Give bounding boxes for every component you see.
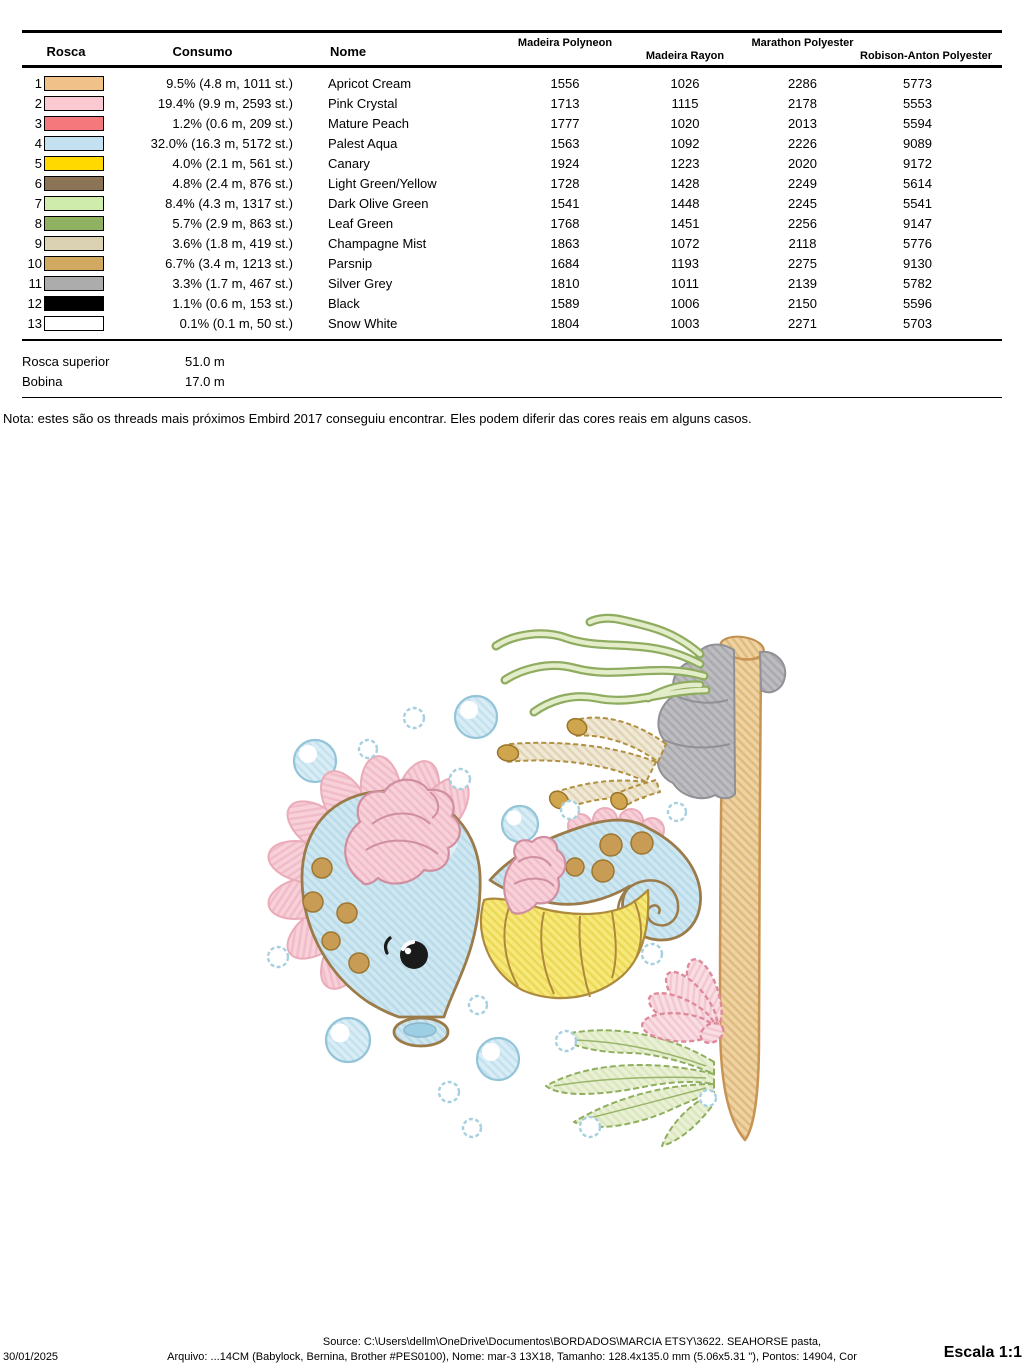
thread-consumption: 5.7% (2.9 m, 863 st.) xyxy=(172,215,293,231)
thread-code: 5594 xyxy=(903,115,932,131)
header-rosca: Rosca xyxy=(46,44,86,59)
thread-code: 1556 xyxy=(550,75,580,91)
thread-consumption: 32.0% (16.3 m, 5172 st.) xyxy=(150,135,293,151)
footer-scale: Escala 1:1 xyxy=(943,1344,1022,1361)
thread-code: 1115 xyxy=(671,95,699,111)
table-row xyxy=(22,133,1002,153)
thread-code: 1777 xyxy=(550,115,580,131)
thread-consumption: 0.1% (0.1 m, 50 st.) xyxy=(179,315,293,331)
table-row xyxy=(22,233,1002,253)
thread-code: 1448 xyxy=(670,195,700,211)
thread-consumption: 1.1% (0.6 m, 153 st.) xyxy=(172,295,293,311)
thread-totals xyxy=(22,351,225,391)
thread-code: 1863 xyxy=(550,235,580,251)
table-row xyxy=(22,113,1002,133)
header-brand-madeira-polyneon: Madeira Polyneon xyxy=(517,37,613,49)
thread-swatch xyxy=(44,116,104,131)
thread-code: 2118 xyxy=(788,235,817,251)
thread-swatch xyxy=(44,316,104,331)
thread-swatch xyxy=(44,216,104,231)
thread-code: 1026 xyxy=(670,75,700,91)
thread-number: 13 xyxy=(27,315,42,331)
thread-name: Mature Peach xyxy=(328,115,409,131)
thread-code: 1092 xyxy=(670,135,700,151)
thread-code: 2245 xyxy=(788,195,817,211)
footer-file-info: Arquivo: ...14CM (Babylock, Bernina, Brother #PES0100), Nome: mar-3 13X18, Tamanho: 128.4x135.0 mm (5.06x5.31 "), Pontos: 14904, Cor xyxy=(167,1351,857,1363)
header-brand-marathon-polyester: Marathon Polyester xyxy=(751,37,854,49)
thread-name: Parsnip xyxy=(328,255,373,271)
tube-coral xyxy=(496,716,666,813)
table-row xyxy=(22,313,1002,333)
thread-swatch xyxy=(44,256,104,271)
thread-name: Champagne Mist xyxy=(328,235,427,251)
total-upper-thread xyxy=(22,351,225,371)
thread-number: 11 xyxy=(28,275,42,291)
thread-code: 5782 xyxy=(903,275,932,291)
thread-code: 2150 xyxy=(788,295,817,311)
table-row xyxy=(22,173,1002,193)
thread-name: Pink Crystal xyxy=(328,95,398,111)
table-row xyxy=(22,213,1002,233)
thread-consumption: 4.0% (2.1 m, 561 st.) xyxy=(172,155,293,171)
thread-number: 5 xyxy=(34,155,42,171)
thread-swatch xyxy=(44,96,104,111)
thread-code: 2271 xyxy=(788,315,817,331)
note-text: Nota: estes são os threads mais próximos Embird 2017 conseguiu encontrar. Eles podem diferir das cores reais em alguns casos. xyxy=(3,411,752,426)
thread-table-header xyxy=(22,30,1002,68)
thread-code: 1020 xyxy=(670,115,700,131)
thread-code: 1728 xyxy=(550,175,580,191)
thread-code: 1223 xyxy=(670,155,700,171)
thread-code: 1428 xyxy=(670,175,700,191)
thread-swatch xyxy=(44,76,104,91)
thread-name: Black xyxy=(328,295,360,311)
thread-code: 1006 xyxy=(670,295,700,311)
total-label: Bobina xyxy=(22,373,63,389)
thread-code: 9172 xyxy=(903,155,932,171)
thread-code: 1768 xyxy=(550,215,580,231)
thread-code: 5773 xyxy=(903,75,932,91)
table-row xyxy=(22,253,1002,273)
thread-consumption: 3.3% (1.7 m, 467 st.) xyxy=(172,275,293,291)
thread-code: 2249 xyxy=(788,175,817,191)
thread-code: 2275 xyxy=(788,255,817,271)
thread-code: 1003 xyxy=(670,315,700,331)
total-value: 51.0 m xyxy=(185,353,225,369)
thread-code: 2178 xyxy=(788,95,817,111)
thread-swatch xyxy=(44,276,104,291)
thread-name: Canary xyxy=(328,155,370,171)
thread-swatch xyxy=(44,136,104,151)
header-brand-robison-anton-polyester: Robison-Anton Polyester xyxy=(860,50,993,62)
embroidery-design-seahorse xyxy=(252,608,808,1164)
thread-consumption: 4.8% (2.4 m, 876 st.) xyxy=(172,175,293,191)
thread-code: 1589 xyxy=(550,295,580,311)
table-row xyxy=(22,293,1002,313)
thread-code: 2256 xyxy=(788,215,817,231)
thread-code: 5614 xyxy=(903,175,932,191)
thread-table-body xyxy=(22,68,1002,341)
thread-code: 1072 xyxy=(670,235,700,251)
thread-number: 2 xyxy=(34,95,42,111)
thread-consumption: 3.6% (1.8 m, 419 st.) xyxy=(172,235,293,251)
thread-number: 3 xyxy=(34,115,42,131)
header-brand-madeira-rayon: Madeira Rayon xyxy=(645,50,725,62)
thread-swatch xyxy=(44,196,104,211)
footer-date: 30/01/2025 xyxy=(3,1351,59,1363)
thread-code: 9130 xyxy=(903,255,932,271)
thread-consumption: 6.7% (3.4 m, 1213 st.) xyxy=(165,255,293,271)
thread-code: 9089 xyxy=(903,135,932,151)
thread-name: Dark Olive Green xyxy=(328,195,429,211)
thread-consumption: 9.5% (4.8 m, 1011 st.) xyxy=(166,75,293,91)
thread-code: 1924 xyxy=(550,155,580,171)
thread-name: Snow White xyxy=(328,315,398,331)
thread-number: 12 xyxy=(27,295,42,311)
thread-code: 1563 xyxy=(550,135,580,151)
thread-number: 10 xyxy=(27,255,42,271)
footer-source-path: Source: C:\Users\dellm\OneDrive\Documentos\BORDADOS\MARCIA ETSY\3622. SEAHORSE pasta, xyxy=(322,1336,822,1348)
thread-code: 1684 xyxy=(550,255,580,271)
thread-code: 1804 xyxy=(550,315,580,331)
thread-code: 1011 xyxy=(671,275,699,291)
table-row xyxy=(22,73,1002,93)
thread-code: 2013 xyxy=(788,115,817,131)
thread-number: 1 xyxy=(34,75,42,91)
table-row xyxy=(22,273,1002,293)
thread-name: Light Green/Yellow xyxy=(328,175,437,191)
seahorse-snout xyxy=(394,1018,448,1046)
header-consumo: Consumo xyxy=(172,44,233,59)
thread-consumption: 8.4% (4.3 m, 1317 st.) xyxy=(165,195,293,211)
seahorse-eye xyxy=(400,941,428,969)
table-row xyxy=(22,193,1002,213)
thread-code: 9147 xyxy=(903,215,932,231)
thread-code: 2139 xyxy=(788,275,817,291)
thread-consumption: 1.2% (0.6 m, 209 st.) xyxy=(172,115,293,131)
thread-name: Leaf Green xyxy=(328,215,394,231)
thread-number: 9 xyxy=(34,235,42,251)
thread-table xyxy=(22,30,1002,341)
total-label: Rosca superior xyxy=(22,353,110,369)
thread-code: 1193 xyxy=(671,255,699,271)
total-value: 17.0 m xyxy=(185,373,225,389)
thread-code: 1541 xyxy=(550,195,580,211)
thread-swatch xyxy=(44,236,104,251)
thread-code: 2286 xyxy=(788,75,817,91)
table-row xyxy=(22,153,1002,173)
horizontal-divider xyxy=(22,397,1002,398)
thread-code: 1713 xyxy=(550,95,580,111)
thread-swatch xyxy=(44,156,104,171)
thread-code: 5703 xyxy=(903,315,932,331)
thread-code: 1810 xyxy=(550,275,580,291)
thread-code: 5553 xyxy=(903,95,932,111)
thread-code: 5776 xyxy=(903,235,932,251)
thread-name: Apricot Cream xyxy=(328,75,412,91)
thread-consumption: 19.4% (9.9 m, 2593 st.) xyxy=(157,95,293,111)
header-nome: Nome xyxy=(330,44,367,59)
thread-code: 5596 xyxy=(903,295,932,311)
thread-code: 1451 xyxy=(670,215,700,231)
thread-number: 8 xyxy=(34,215,42,231)
shell xyxy=(641,955,728,1046)
thread-name: Palest Aqua xyxy=(328,135,398,151)
thread-swatch xyxy=(44,176,104,191)
table-row xyxy=(22,93,1002,113)
thread-code: 2226 xyxy=(788,135,817,151)
thread-number: 7 xyxy=(34,195,42,211)
thread-name: Silver Grey xyxy=(328,275,393,291)
thread-code: 5541 xyxy=(903,195,932,211)
total-bobbin xyxy=(22,371,225,391)
thread-number: 6 xyxy=(34,175,42,191)
thread-swatch xyxy=(44,296,104,311)
thread-number: 4 xyxy=(34,135,42,151)
thread-code: 2020 xyxy=(788,155,817,171)
